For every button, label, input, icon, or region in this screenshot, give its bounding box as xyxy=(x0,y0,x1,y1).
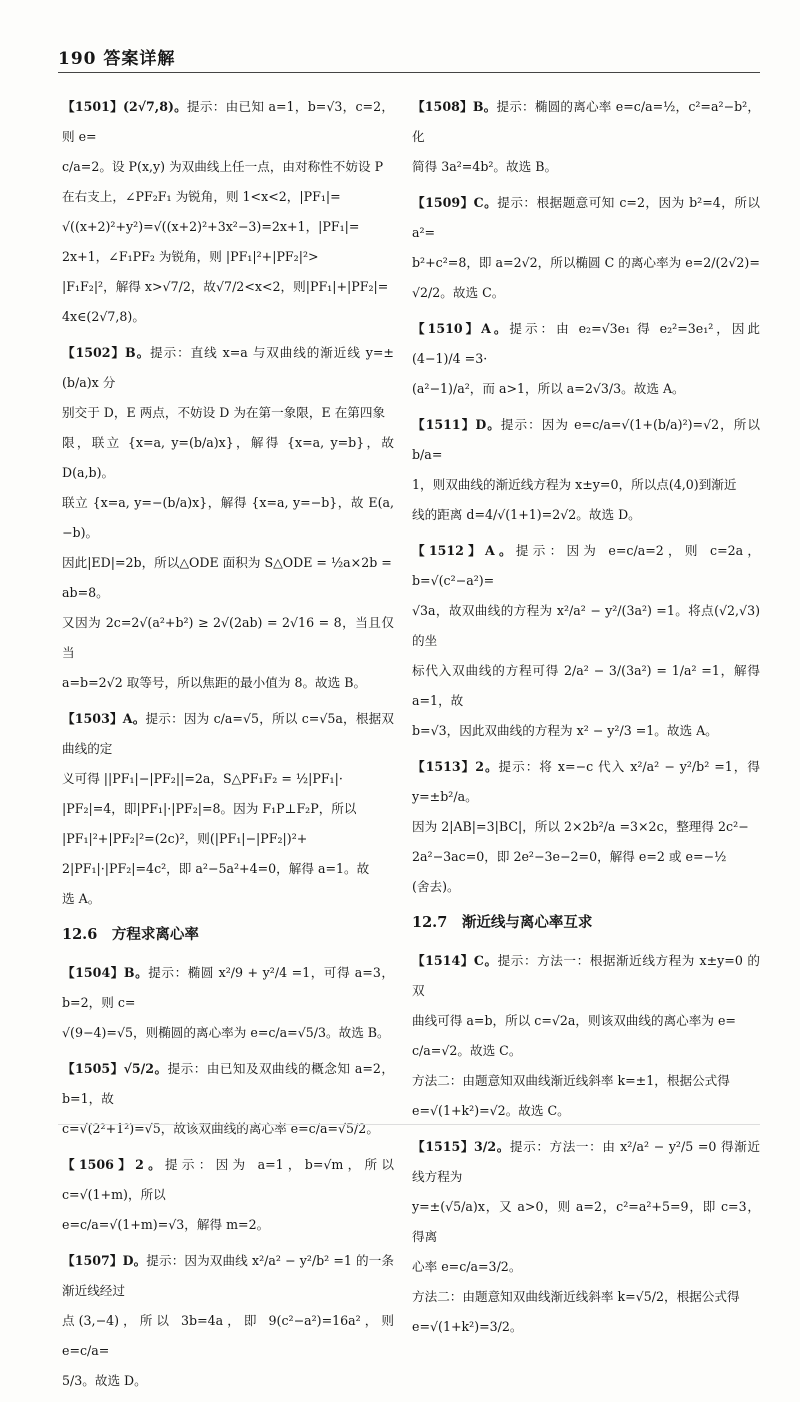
answer-line: e=√(1+k²)=√2。故选 C。 xyxy=(412,1103,570,1118)
answer-line: e=c/a=√(1+m)=√3，解得 m=2。 xyxy=(62,1217,270,1232)
answer-line: √3a，故双曲线的方程为 x²/a² − y²/(3a²) =1。将点(√2,√3)的坐 xyxy=(412,603,760,648)
section-heading: 12.6 方程求离心率 xyxy=(62,926,199,943)
answer-line: 提示：直线 x=a 与双曲线的渐近线 y=±(b/a)x 分 xyxy=(62,345,394,390)
answer-line: b²+c²=8，即 a=2√2，所以椭圆 C 的离心率为 e=2/(2√2)= xyxy=(412,255,760,270)
answer-choice: B。 xyxy=(472,99,497,114)
answer-line: 点(3,−4)，所以 3b=4a，即 9(c²−a²)=16a²，则 e=c/a= xyxy=(62,1313,394,1358)
answer-line: 曲线可得 a=b，所以 c=√2a，则该双曲线的离心率为 e= xyxy=(412,1013,736,1028)
answer-choice: B。 xyxy=(123,965,149,980)
answer-choice: C。 xyxy=(473,195,498,210)
answer-entry xyxy=(412,1132,760,1342)
answer-entry xyxy=(62,1150,394,1240)
answer-line: c/a=2。设 P(x,y) 为双曲线上任一点，由对称性不妨设 P xyxy=(62,159,384,174)
answer-choice: D。 xyxy=(475,417,501,432)
answer-choice: A。 xyxy=(481,321,510,336)
answer-line: 提示：方法一：由 x²/a² − y²/5 =0 得渐近线方程为 xyxy=(412,1139,760,1184)
answer-line: 提示：因为 e=c/a=2，则 c=2a，b=√(c²−a²)= xyxy=(412,543,760,588)
answer-number: 【1505】 xyxy=(62,1061,124,1076)
answer-line: e=√(1+k²)=3/2。 xyxy=(412,1319,523,1334)
answer-line: 提示：因为 a=1，b=√m，所以 c=√(1+m)，所以 xyxy=(62,1157,394,1202)
answer-line: 方法二：由题意知双曲线渐近线斜率 k=±1，根据公式得 xyxy=(412,1073,730,1088)
answer-choice: 2。 xyxy=(135,1157,165,1172)
answer-line: 提示：椭圆 x²/9 + y²/4 =1，可得 a=3，b=2，则 c= xyxy=(62,965,394,1010)
answer-number: 【1506】 xyxy=(62,1157,136,1172)
answer-number: 【1504】 xyxy=(62,965,124,980)
answer-line: 限，联立 {x=a, y=(b/a)x}，解得 {x=a, y=b}，故 D(a,b)。 xyxy=(62,435,394,480)
answer-line: 1，则双曲线的渐近线方程为 x±y=0，所以点(4,0)到渐近 xyxy=(412,477,737,492)
answer-number: 【1509】 xyxy=(412,195,474,210)
answer-entry xyxy=(62,958,394,1048)
answer-line: √(9−4)=√5，则椭圆的离心率为 e=c/a=√5/3。故选 B。 xyxy=(62,1025,390,1040)
answer-line: |F₁F₂|²，解得 x>√7/2，故√7/2<x<2，则|PF₁|+|PF₂|= xyxy=(62,279,389,294)
answer-line: 5/3。故选 D。 xyxy=(62,1373,147,1388)
answer-number: 【1507】 xyxy=(62,1253,123,1268)
answer-line: 提示：将 x=−c 代入 x²/a² − y²/b² =1，得 y=±b²/a。 xyxy=(412,759,760,804)
answer-entry xyxy=(62,92,394,332)
answer-line: 2x+1，∠F₁PF₂ 为锐角，则 |PF₁|²+|PF₂|²> xyxy=(62,249,319,264)
answer-line: (舍去)。 xyxy=(412,879,460,894)
answer-line: a=b=2√2 取等号，所以焦距的最小值为 8。故选 B。 xyxy=(62,675,367,690)
answer-choice: C。 xyxy=(473,953,498,968)
answer-line: c/a=√2。故选 C。 xyxy=(412,1043,522,1058)
answer-entry xyxy=(412,410,760,530)
answer-entry xyxy=(412,314,760,404)
answer-entry xyxy=(62,704,394,914)
answer-line: √2/2。故选 C。 xyxy=(412,285,505,300)
answer-line: 又因为 2c=2√(a²+b²) ≥ 2√(2ab) = 2√16 = 8，当且仅当 xyxy=(62,615,394,660)
answer-choice: A。 xyxy=(122,711,146,726)
answer-line: 2a²−3ac=0，即 2e²−3e−2=0，解得 e=2 或 e=−½ xyxy=(412,849,727,864)
answer-line: ab=8。 xyxy=(62,585,109,600)
answer-entry xyxy=(62,338,394,698)
right-column xyxy=(412,92,760,1348)
answer-line: b=√3，因此双曲线的方程为 x² − y²/3 =1。故选 A。 xyxy=(412,723,718,738)
answer-line: 联立 {x=a, y=−(b/a)x}，解得 {x=a, y=−b}，故 E(a,−b)。 xyxy=(62,495,394,540)
answer-number: 【1501】 xyxy=(62,99,124,114)
answer-number: 【1510】 xyxy=(412,321,482,336)
answer-line: c=√(2²+1²)=√5，故该双曲线的离心率 e=c/a=√5/2。 xyxy=(62,1121,379,1136)
answer-line: 因为 2|AB|=3|BC|，所以 2×2b²/a =3×2c，整理得 2c²− xyxy=(412,819,749,834)
answer-line: 因此|ED|=2b，所以△ODE 面积为 S△ODE = ½a×2b = xyxy=(62,555,392,570)
answer-choice: D。 xyxy=(122,1253,147,1268)
answer-line: √((x+2)²+y²)=√((x+2)²+3x²−3)=2x+1，|PF₁|= xyxy=(62,219,360,234)
answer-entry xyxy=(412,752,760,902)
answer-line: 提示：因为 e=c/a=√(1+(b/a)²)=√2，所以 b/a= xyxy=(412,417,761,462)
header-rule xyxy=(58,72,760,73)
footer-rule xyxy=(58,1124,760,1125)
answer-number: 【1502】 xyxy=(62,345,126,360)
answer-line: 提示：椭圆的离心率 e=c/a=½，c²=a²−b²，化 xyxy=(412,99,760,144)
answer-line: 简得 3a²=4b²。故选 B。 xyxy=(412,159,558,174)
answer-entry xyxy=(412,536,760,746)
answer-line: 心率 e=c/a=3/2。 xyxy=(412,1259,522,1274)
answer-choice: A。 xyxy=(485,543,516,558)
answer-line: 选 A。 xyxy=(62,891,101,906)
answer-line: 提示：方法一：根据渐近线方程为 x±y=0 的双 xyxy=(412,953,760,998)
answer-line: 提示：由 e₂=√3e₁ 得 e₂²=3e₁²，因此 (4−1)/4 =3· xyxy=(412,321,760,366)
page-number: 190 xyxy=(58,49,97,69)
answer-number: 【1508】 xyxy=(412,99,473,114)
answer-number: 【1511】 xyxy=(412,417,476,432)
answer-number: 【1515】 xyxy=(412,1139,475,1154)
running-title: 答案详解 xyxy=(103,49,176,69)
answer-choice: √5/2。 xyxy=(123,1061,168,1076)
answer-line: 2|PF₁|·|PF₂|=4c²，即 a²−5a²+4=0，解得 a=1。故 xyxy=(62,861,370,876)
answer-number: 【1503】 xyxy=(62,711,123,726)
answer-line: |PF₁|²+|PF₂|²=(2c)²，则(|PF₁|−|PF₂|)²+ xyxy=(62,831,308,846)
answer-number: 【1514】 xyxy=(412,953,474,968)
answer-entry xyxy=(62,1054,394,1144)
answer-line: 在右支上，∠PF₂F₁ 为锐角，则 1<x<2，|PF₁|= xyxy=(62,189,341,204)
answer-line: 提示：因为 c/a=√5，所以 c=√5a，根据双曲线的定 xyxy=(62,711,394,756)
answer-line: 标代入双曲线的方程可得 2/a² − 3/(3a²) = 1/a² =1，解得 a=1，故 xyxy=(412,663,760,708)
answer-choice: 3/2。 xyxy=(474,1139,510,1154)
answer-choice: B。 xyxy=(125,345,151,360)
answer-number: 【1512】 xyxy=(412,543,486,558)
running-head xyxy=(58,44,175,69)
answer-line: 义可得 ||PF₁|−|PF₂||=2a，S△PF₁F₂ = ½|PF₁|· xyxy=(62,771,343,786)
answer-line: 方法二：由题意知双曲线渐近线斜率 k=√5/2，根据公式得 xyxy=(412,1289,740,1304)
answer-number: 【1513】 xyxy=(412,759,476,774)
answer-line: 提示：由已知及双曲线的概念知 a=2，b=1，故 xyxy=(62,1061,395,1106)
answer-line: 4x∈(2√7,8)。 xyxy=(62,309,145,324)
answer-entry xyxy=(62,1246,394,1396)
answer-entry xyxy=(412,188,760,308)
answer-line: |PF₂|=4，即|PF₁|·|PF₂|=8。因为 F₁P⊥F₂P，所以 xyxy=(62,801,357,816)
answer-line: (a²−1)/a²，而 a>1，所以 a=2√3/3。故选 A。 xyxy=(412,381,685,396)
answer-choice: (2√7,8)。 xyxy=(123,99,188,114)
section-heading: 12.7 渐近线与离心率互求 xyxy=(412,914,593,931)
answer-line: 提示：根据题意可知 c=2，因为 b²=4，所以 a²= xyxy=(412,195,760,240)
answer-entry xyxy=(412,946,760,1126)
left-column xyxy=(62,92,394,1402)
answer-line: 别交于 D，E 两点，不妨设 D 为在第一象限，E 在第四象 xyxy=(62,405,386,420)
answer-line: y=±(√5/a)x，又 a>0，则 a=2，c²=a²+5=9，即 c=3，得离 xyxy=(412,1199,760,1244)
answer-line: 提示：由已知 a=1，b=√3，c=2，则 e= xyxy=(62,99,394,144)
answer-line: 提示：因为双曲线 x²/a² − y²/b² =1 的一条渐近线经过 xyxy=(62,1253,394,1298)
answer-line: 线的距离 d=4/√(1+1)=2√2。故选 D。 xyxy=(412,507,641,522)
answer-entry xyxy=(412,92,760,182)
answer-choice: 2。 xyxy=(475,759,499,774)
